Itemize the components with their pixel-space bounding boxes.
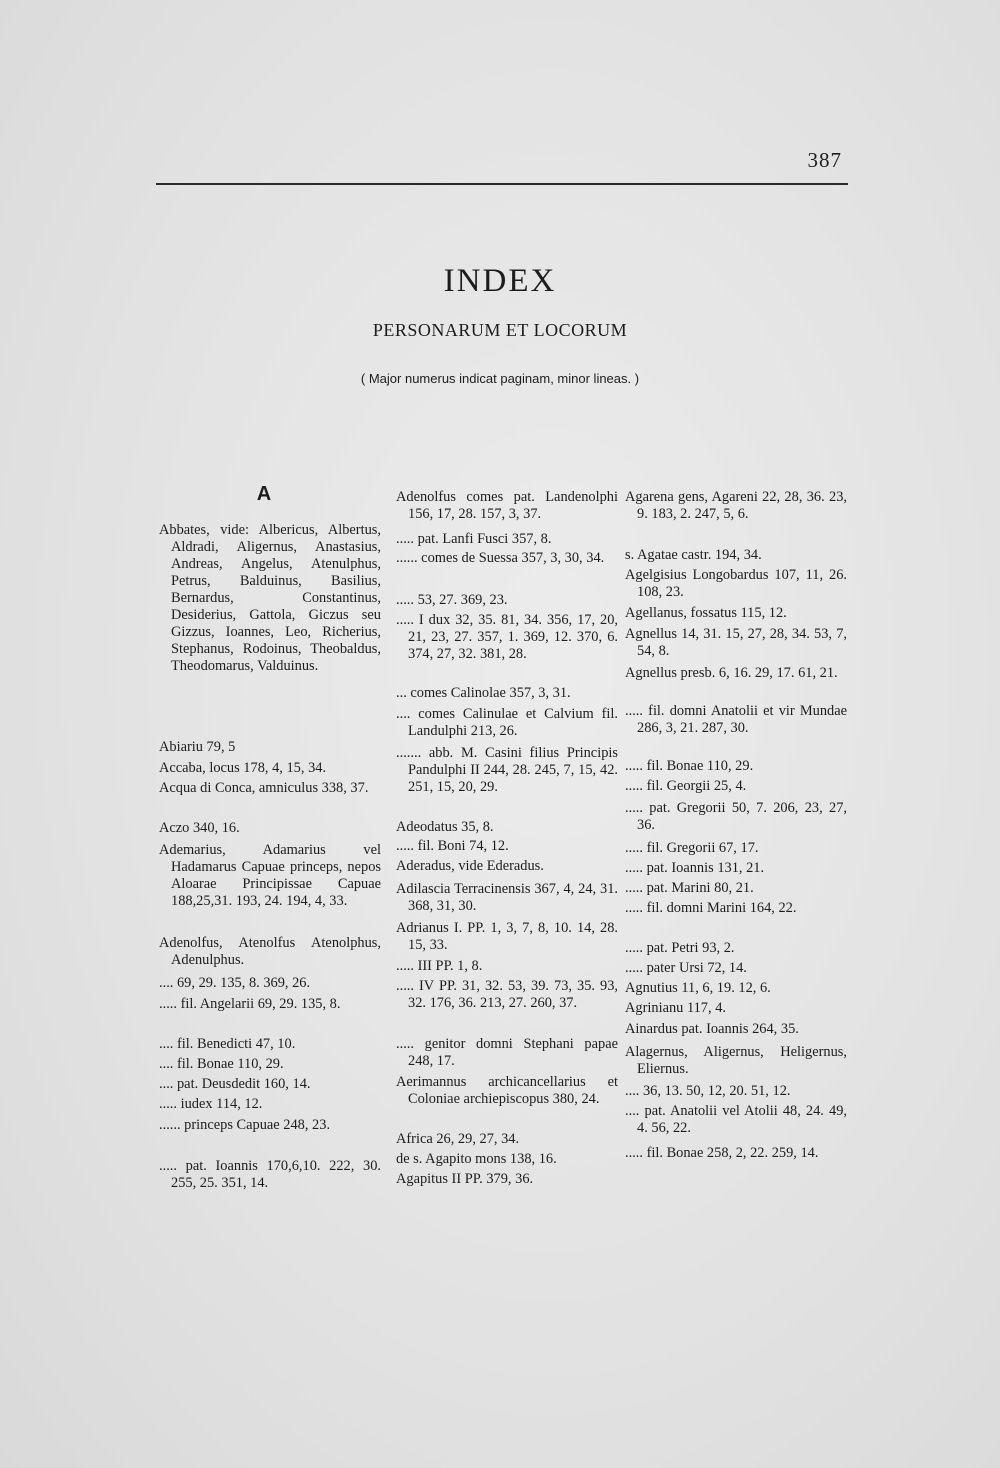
index-entry: ..... fil. domni Marini 164, 22. bbox=[625, 900, 797, 916]
index-entry: Abiariu 79, 5 bbox=[159, 739, 236, 755]
index-entry: Adrianus I. PP. 1, 3, 7, 8, 10. 14, 28. 15, 33. bbox=[396, 920, 618, 953]
index-entry: ...... comes de Suessa 357, 3, 30, 34. bbox=[396, 550, 605, 566]
section-letter: A bbox=[256, 483, 272, 505]
index-entry: ..... pat. Gregorii 50, 7. 206, 23, 27, 36. bbox=[625, 800, 847, 833]
index-entry: Agnellus 14, 31. 15, 27, 28, 34. 53, 7, 54, 8. bbox=[625, 626, 847, 659]
index-entry: .... pat. Anatolii vel Atolii 48, 24. 49, 4. 56, 22. bbox=[625, 1103, 847, 1136]
index-entry: de s. Agapito mons 138, 16. bbox=[396, 1151, 557, 1167]
index-entry: Ademarius, Adamarius vel Hadamarus Capuae princeps, nepos Aloarae Principissae Capuae 188,25,31. 193, 24. 194, 4, 33. bbox=[159, 842, 381, 909]
index-entry: s. Agatae castr. 194, 34. bbox=[625, 547, 762, 563]
index-entry: Agnellus presb. 6, 16. 29, 17. 61, 21. bbox=[625, 665, 838, 681]
index-entry: Acqua di Conca, amniculus 338, 37. bbox=[159, 780, 369, 796]
index-entry: Accaba, locus 178, 4, 15, 34. bbox=[159, 760, 327, 776]
index-entry: Adenolfus comes pat. Landenolphi 156, 17, 28. 157, 3, 37. bbox=[396, 489, 618, 522]
index-entry: ..... I dux 32, 35. 81, 34. 356, 17, 20, 21, 23, 27. 357, 1. 369, 12. 370, 6. 374, 27, 32. 381, 28. bbox=[396, 612, 618, 662]
index-entry: ..... pater Ursi 72, 14. bbox=[625, 960, 747, 976]
index-entry: Agellanus, fossatus 115, 12. bbox=[625, 605, 787, 621]
index-entry: Agarena gens, Agareni 22, 28, 36. 23, 9. 183, 2. 247, 5, 6. bbox=[625, 489, 847, 522]
index-entry: ..... pat. Lanfi Fusci 357, 8. bbox=[396, 531, 552, 547]
index-entry: Alagernus, Aligernus, Heligernus, Eliernus. bbox=[625, 1044, 847, 1077]
index-entry: ..... pat. Petri 93, 2. bbox=[625, 940, 735, 956]
index-entry: ..... III PP. 1, 8. bbox=[396, 958, 483, 974]
index-entry: .... comes Calinulae et Calvium fil. Landulphi 213, 26. bbox=[396, 706, 618, 739]
index-entry: ..... pat. Ioannis 170,6,10. 222, 30. 255, 25. 351, 14. bbox=[159, 1158, 381, 1191]
index-entry: ..... genitor domni Stephani papae 248, 17. bbox=[396, 1036, 618, 1069]
index-entry: Agelgisius Longobardus 107, 11, 26. 108, 23. bbox=[625, 567, 847, 600]
page-title: INDEX bbox=[443, 263, 557, 299]
index-entry: ..... fil. domni Anatolii et vir Mundae 286, 3, 21. 287, 30. bbox=[625, 703, 847, 736]
index-entry: Africa 26, 29, 27, 34. bbox=[396, 1131, 520, 1147]
index-entry: .... fil. Bonae 110, 29. bbox=[159, 1056, 284, 1072]
header-rule bbox=[156, 183, 848, 185]
page-subtitle: PERSONARUM ET LOCORUM bbox=[372, 320, 628, 340]
index-entry: Aderadus, vide Ederadus. bbox=[396, 858, 544, 874]
page-number: 387 bbox=[807, 148, 842, 172]
index-entry: .... 69, 29. 135, 8. 369, 26. bbox=[159, 975, 311, 991]
index-entry: ..... IV PP. 31, 32. 53, 39. 73, 35. 93, 32. 176, 36. 213, 27. 260, 37. bbox=[396, 978, 618, 1011]
index-entry: ..... fil. Angelarii 69, 29. 135, 8. bbox=[159, 996, 341, 1012]
index-entry: Agrinianu 117, 4. bbox=[625, 1000, 726, 1016]
index-entry: ..... 53, 27. 369, 23. bbox=[396, 592, 508, 608]
index-entry: Aerimannus archicancellarius et Coloniae archiepiscopus 380, 24. bbox=[396, 1074, 618, 1107]
index-entry: ..... fil. Gregorii 67, 17. bbox=[625, 840, 759, 856]
index-entry: Ainardus pat. Ioannis 264, 35. bbox=[625, 1021, 799, 1037]
index-entry: ... comes Calinolae 357, 3, 31. bbox=[396, 685, 571, 701]
index-entry: ..... iudex 114, 12. bbox=[159, 1096, 263, 1112]
index-entry: .... 36, 13. 50, 12, 20. 51, 12. bbox=[625, 1083, 791, 1099]
index-entry: ...... princeps Capuae 248, 23. bbox=[159, 1117, 331, 1133]
index-entry: Aczo 340, 16. bbox=[159, 820, 240, 836]
index-entry: .... fil. Benedicti 47, 10. bbox=[159, 1036, 296, 1052]
index-entry: ..... fil. Boni 74, 12. bbox=[396, 838, 509, 854]
index-entry: ..... fil. Bonae 110, 29. bbox=[625, 758, 754, 774]
index-entry: ....... abb. M. Casini filius Principis Pandulphi II 244, 28. 245, 7, 15, 42. 251, 15, 20, 29. bbox=[396, 745, 618, 795]
index-entry: Adenolfus, Atenolfus Atenolphus, Adenulphus. bbox=[159, 935, 381, 968]
index-entry: ..... pat. Marini 80, 21. bbox=[625, 880, 754, 896]
reading-note: ( Major numerus indicat paginam, minor lineas. ) bbox=[360, 371, 640, 386]
index-entry: ..... fil. Georgii 25, 4. bbox=[625, 778, 747, 794]
index-entry: .... pat. Deusdedit 160, 14. bbox=[159, 1076, 311, 1092]
index-entry: Adeodatus 35, 8. bbox=[396, 819, 494, 835]
index-entry: Abbates, vide: Albericus, Albertus, Aldradi, Aligernus, Anastasius, Andreas, Angelus, Atenulphus, Petrus, Balduinus, Basilius, Bernardus, Constantinus, Desiderius, Gattola, Giczus seu Gizzus, Ioannes, Leo, Richerius, Stephanus, Rodoinus, Theobaldus, Theodomarus, Valduinus. bbox=[159, 522, 381, 674]
index-entry: ..... pat. Ioannis 131, 21. bbox=[625, 860, 765, 876]
index-entry: Adilascia Terracinensis 367, 4, 24, 31. 368, 31, 30. bbox=[396, 881, 618, 914]
index-entry: Agapitus II PP. 379, 36. bbox=[396, 1171, 534, 1187]
index-entry: ..... fil. Bonae 258, 2, 22. 259, 14. bbox=[625, 1145, 819, 1161]
index-entry: Agnutius 11, 6, 19. 12, 6. bbox=[625, 980, 771, 996]
